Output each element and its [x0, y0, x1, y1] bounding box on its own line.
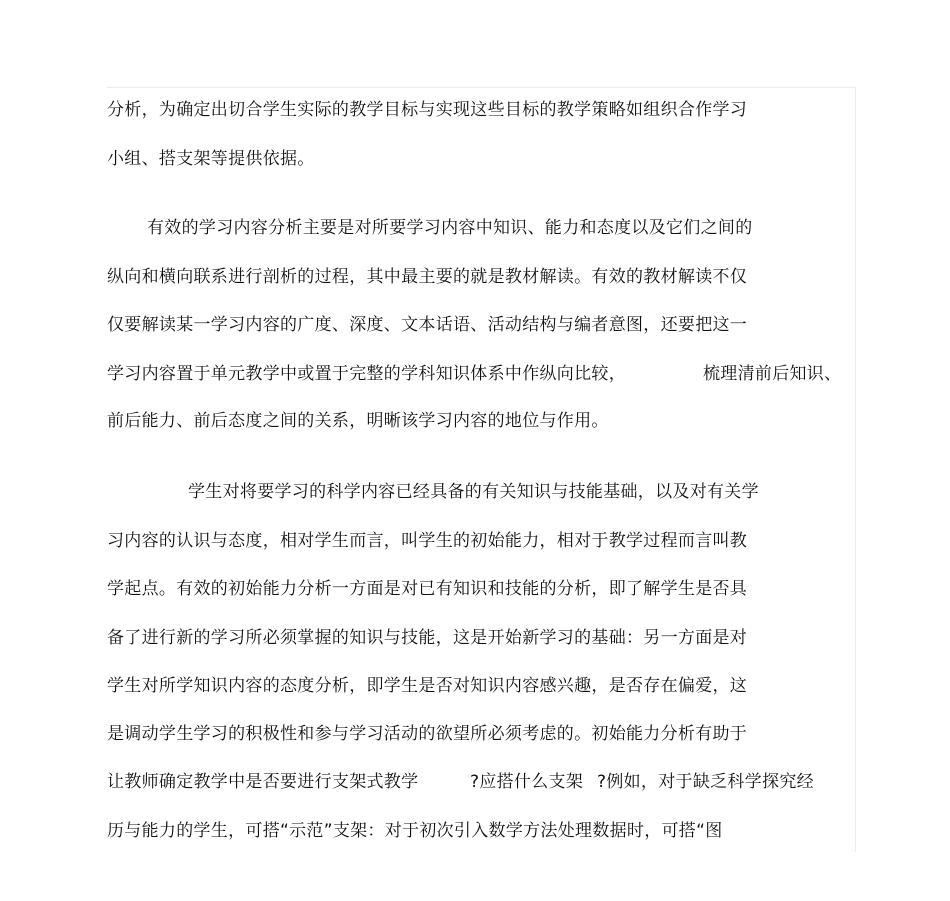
text-line-fragment: ?应搭什么支架: [470, 772, 584, 792]
text-line: 学起点。有效的初始能力分析一方面是对已有知识和技能的分析，即了解学生是否具: [107, 579, 748, 599]
text-line: 让教师确定教学中是否要进行支架式教学: [107, 772, 419, 792]
text-line: 备了进行新的学习所必须掌握的知识与技能，这是开始新学习的基础：另一方面是对: [107, 628, 748, 648]
text-line: 前后能力、前后态度之间的关系，明晰该学习内容的地位与作用。: [107, 411, 609, 431]
text-line: 学生对所学知识内容的态度分析，即学生是否对知识内容感兴趣，是否存在偏爱，这: [107, 676, 748, 696]
text-line-fragment: ?例如，对于缺乏科学探究经: [597, 772, 814, 792]
text-line: 小组、搭支架等提供依据。: [107, 149, 315, 169]
page-border-top: [107, 87, 856, 88]
text-line: 历与能力的学生，可搭“示范”支架：对于初次引入数学方法处理数据时，可搭“图: [107, 821, 723, 841]
paragraph-first-line: 学生对将要学习的科学内容已经具备的有关知识与技能基础，以及对有关学: [188, 482, 759, 502]
paragraph-first-line: 有效的学习内容分析主要是对所要学习内容中知识、能力和态度以及它们之间的: [147, 218, 753, 238]
text-line: 学习内容置于单元教学中或置于完整的学科知识体系中作纵向比较，: [107, 364, 626, 384]
page-border-right: [855, 87, 856, 852]
text-line: 分析，为确定出切合学生实际的教学目标与实现这些目标的教学策略如组织合作学习: [107, 100, 748, 120]
text-line: 是调动学生学习的积极性和参与学习活动的欲望所必须考虑的。初始能力分析有助于: [107, 724, 748, 744]
text-line: 习内容的认识与态度，相对学生而言，叫学生的初始能力，相对于教学过程而言叫教: [107, 531, 748, 551]
text-line: 纵向和横向联系进行剖析的过程，其中最主要的就是教材解读。有效的教材解读不仅: [107, 267, 748, 287]
text-line: 仅要解读某一学习内容的广度、深度、文本话语、活动结构与编者意图，还要把这一: [107, 315, 748, 335]
text-line-fragment: 梳理清前后知识、: [703, 364, 842, 384]
